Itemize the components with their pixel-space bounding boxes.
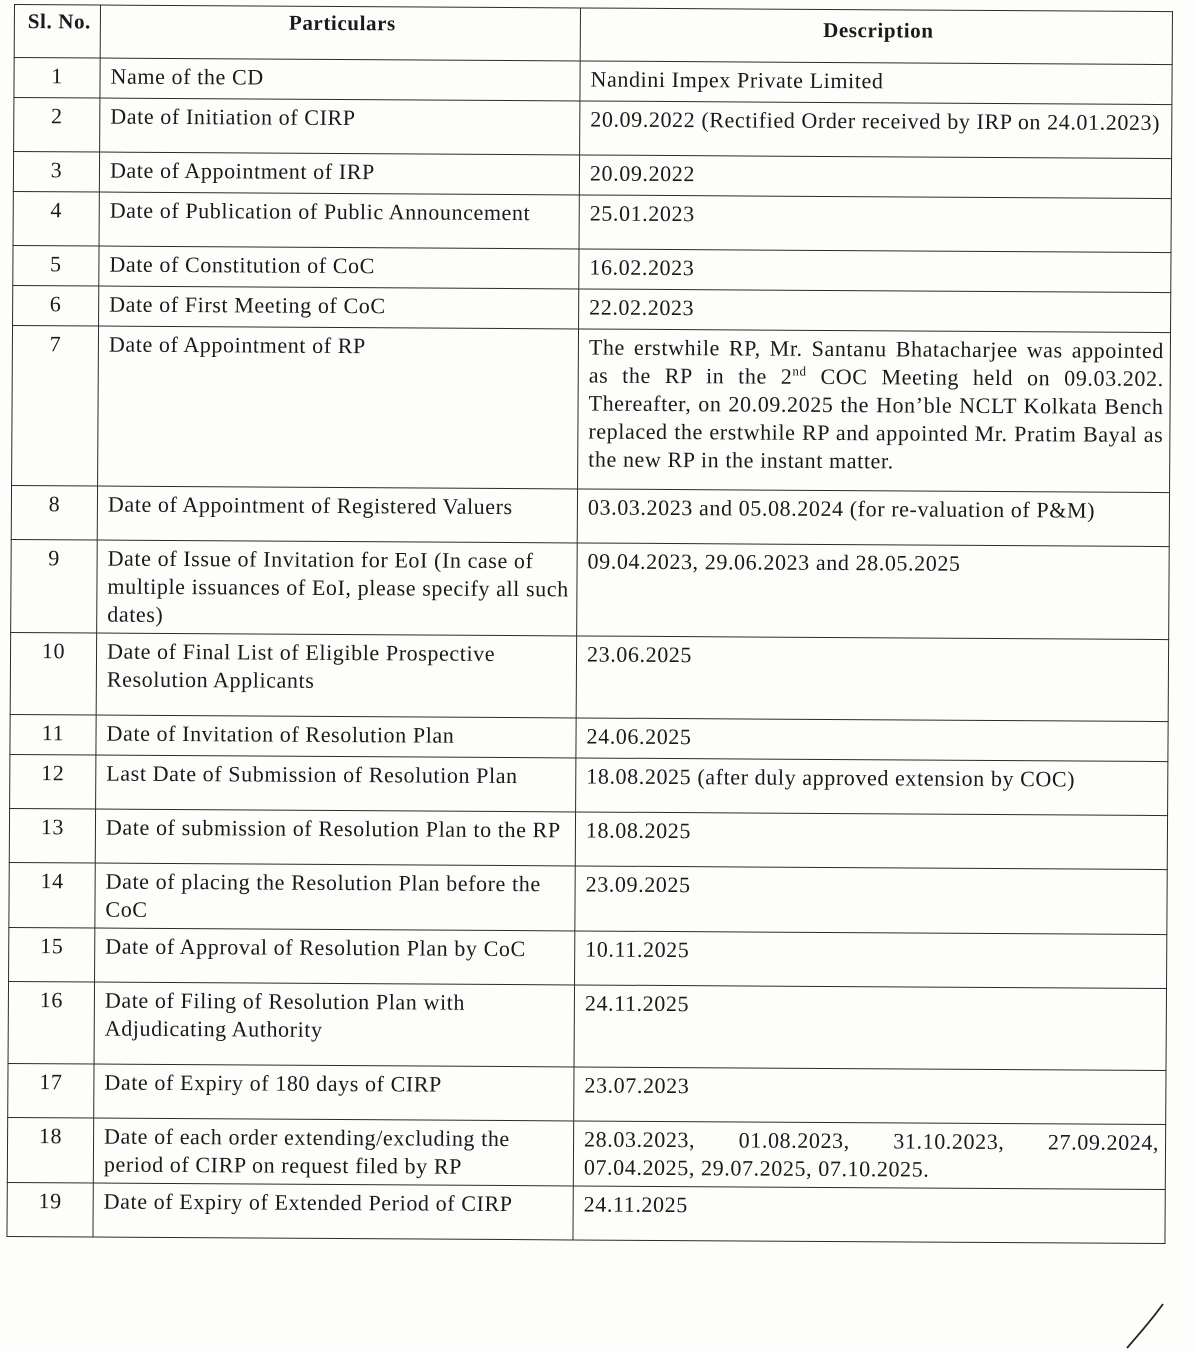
table-row — [13, 191, 1171, 252]
table-row — [10, 632, 1168, 721]
header-row — [14, 5, 1172, 65]
row-description: 18.08.2025 (after duly approved extension by COC) — [576, 758, 1168, 816]
table-row — [14, 98, 1172, 159]
table-row — [8, 981, 1166, 1070]
table-row — [7, 1182, 1165, 1243]
row-description: 28.03.2023, 01.08.2023, 31.10.2023, 27.09.2024, 07.04.2025, 29.07.2025, 07.10.2025. — [573, 1121, 1165, 1190]
table-row — [10, 754, 1168, 815]
table-row — [9, 808, 1167, 869]
table-row — [11, 485, 1169, 546]
row-particular: Date of each order extending/excluding the period of CIRP on request filed by RP — [93, 1118, 573, 1186]
row-description: 09.04.2023, 29.06.2023 and 28.05.2025 — [577, 543, 1170, 640]
table-body — [7, 58, 1172, 1244]
row-serial-number: 6 — [13, 285, 99, 326]
table-row — [13, 152, 1171, 199]
row-description: 10.11.2025 — [575, 931, 1167, 989]
row-serial-number: 18 — [7, 1117, 93, 1183]
row-description: 23.09.2025 — [575, 866, 1167, 935]
row-serial-number: 3 — [13, 152, 99, 193]
header-particulars: Particulars — [100, 5, 580, 61]
row-serial-number: 15 — [9, 927, 95, 982]
row-description: 25.01.2023 — [579, 195, 1171, 253]
row-serial-number: 5 — [13, 245, 99, 286]
description-text-start: The erstwhile RP, Mr. Santanu Bhatacharjee was appointed as the RP in the 2 — [588, 334, 1164, 389]
row-serial-number: 13 — [9, 808, 95, 863]
row-description: Nandini Impex Private Limited — [580, 61, 1172, 105]
row-particular: Date of Expiry of Extended Period of CIRP — [93, 1183, 573, 1240]
row-description: 20.09.2022 (Rectified Order received by IRP on 24.01.2023) — [580, 101, 1172, 159]
row-description: 24.11.2025 — [574, 985, 1166, 1071]
row-particular: Date of Approval of Resolution Plan by CoC — [95, 928, 575, 985]
row-serial-number: 8 — [11, 485, 97, 540]
row-particular: Date of Constitution of CoC — [99, 246, 579, 289]
row-serial-number: 2 — [14, 98, 100, 153]
row-serial-number: 16 — [8, 981, 94, 1064]
row-particular: Name of the CD — [100, 58, 580, 101]
row-serial-number: 11 — [10, 714, 96, 755]
row-description: 24.06.2025 — [576, 718, 1168, 762]
row-serial-number: 19 — [7, 1182, 93, 1237]
row-particular: Date of Appointment of Registered Valuers — [97, 486, 577, 543]
table-header — [14, 5, 1172, 65]
cirp-timeline-table — [6, 4, 1173, 1244]
row-particular: Date of Filing of Resolution Plan with Adjudicating Authority — [94, 982, 574, 1067]
table-row — [7, 1117, 1165, 1189]
row-serial-number: 7 — [12, 325, 99, 486]
row-particular: Date of submission of Resolution Plan to the RP — [95, 809, 575, 866]
table-row — [10, 714, 1168, 761]
row-particular: Date of Expiry of 180 days of CIRP — [94, 1064, 574, 1121]
row-description: 18.08.2025 — [575, 812, 1167, 870]
signature-stroke-icon — [1119, 1300, 1169, 1350]
table-row — [9, 862, 1167, 934]
row-description: 23.06.2025 — [576, 636, 1168, 722]
row-particular: Date of Invitation of Resolution Plan — [96, 715, 576, 758]
row-particular: Date of Publication of Public Announcement — [99, 192, 579, 249]
row-serial-number: 1 — [14, 58, 100, 99]
row-particular: Date of Appointment of RP — [98, 326, 579, 489]
row-description: 23.07.2023 — [574, 1067, 1166, 1125]
header-sl-no: Sl. No. — [14, 5, 100, 59]
row-particular: Date of Appointment of IRP — [99, 152, 579, 195]
row-description: 22.02.2023 — [579, 289, 1171, 333]
table-row — [12, 325, 1171, 492]
header-description: Description — [580, 8, 1172, 65]
row-description — [578, 329, 1171, 493]
table-row — [11, 539, 1170, 639]
row-particular: Date of placing the Resolution Plan before the CoC — [95, 863, 575, 931]
row-particular: Date of Initiation of CIRP — [100, 98, 580, 155]
description-text-end: COC Meeting held on 09.03.202. Thereafter, on 20.09.2025 the Hon’ble NCLT Kolkata Bench replaced the erstwhile RP and appointed Mr. Pratim Bayal as the new RP in the instant matter. — [588, 363, 1164, 474]
row-serial-number: 17 — [8, 1063, 94, 1118]
row-particular: Date of First Meeting of CoC — [99, 286, 579, 329]
row-serial-number: 9 — [11, 539, 98, 633]
table-row — [8, 1063, 1166, 1124]
row-serial-number: 4 — [13, 191, 99, 246]
row-description: 16.02.2023 — [579, 249, 1171, 293]
row-particular: Last Date of Submission of Resolution Plan — [96, 755, 576, 812]
table-row — [9, 927, 1167, 988]
table-row — [14, 58, 1172, 105]
row-particular: Date of Issue of Invitation for EoI (In case of multiple issuances of EoI, please specify all such dates) — [97, 540, 578, 636]
row-description: 24.11.2025 — [573, 1186, 1165, 1244]
row-description: 03.03.2023 and 05.08.2024 (for re-valuation of P&M) — [577, 489, 1169, 547]
row-description: 20.09.2022 — [579, 155, 1171, 199]
table-row — [13, 285, 1171, 332]
ordinal-suffix: nd — [792, 363, 807, 379]
row-particular: Date of Final List of Eligible Prospective Resolution Applicants — [96, 633, 576, 718]
table-row — [13, 245, 1171, 292]
row-serial-number: 10 — [10, 632, 96, 715]
row-serial-number: 12 — [10, 754, 96, 809]
row-serial-number: 14 — [9, 862, 95, 928]
